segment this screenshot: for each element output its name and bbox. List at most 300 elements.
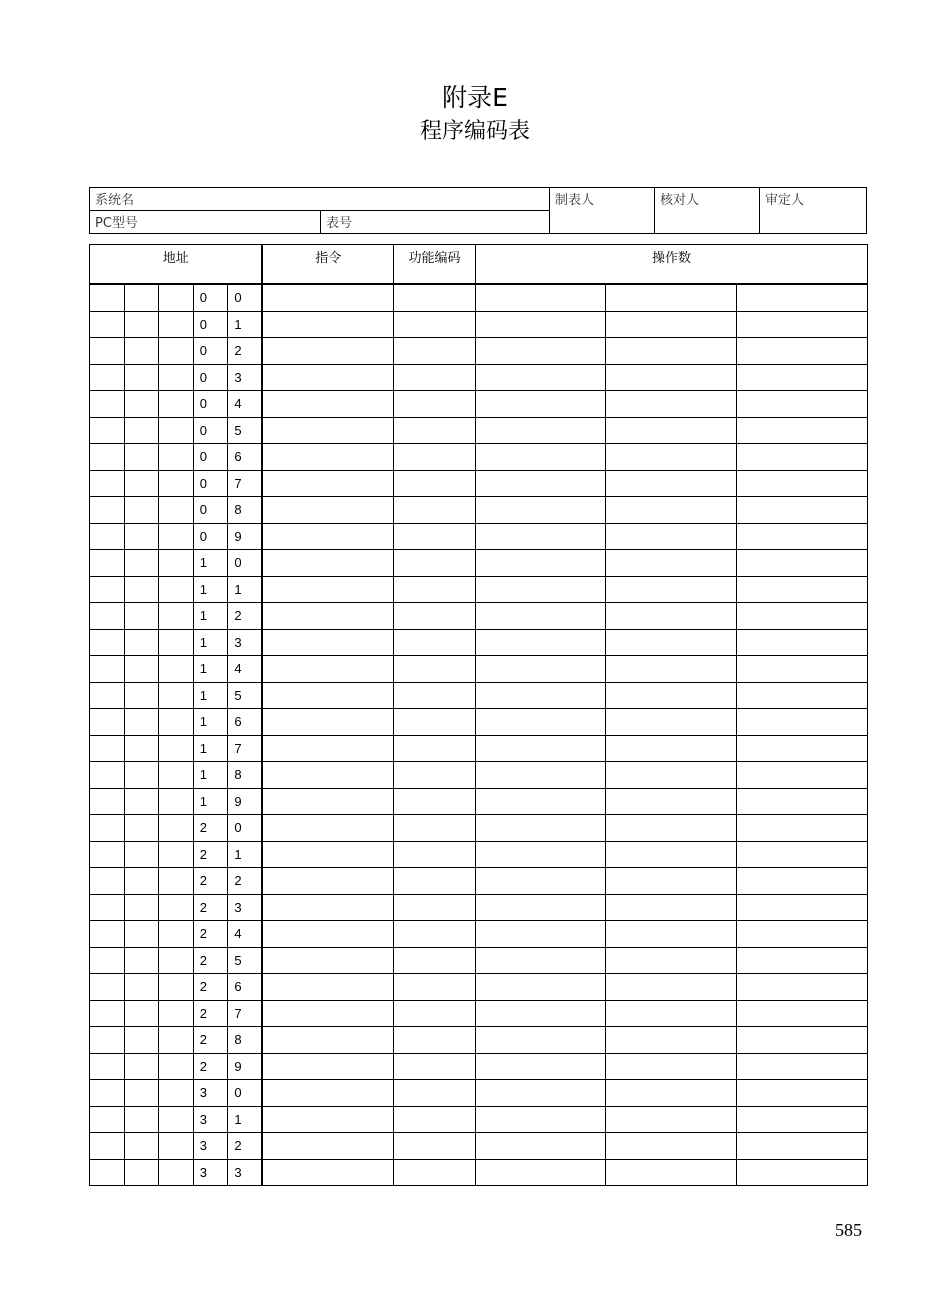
address-blank-cell[interactable] <box>124 338 159 365</box>
address-blank-cell[interactable] <box>124 815 159 842</box>
operand-cell[interactable] <box>475 629 605 656</box>
instruction-cell[interactable] <box>262 1106 393 1133</box>
operand-cell[interactable] <box>736 815 867 842</box>
address-blank-cell[interactable] <box>124 735 159 762</box>
operand-cell[interactable] <box>475 284 605 311</box>
address-blank-cell[interactable] <box>124 364 159 391</box>
operand-cell[interactable] <box>475 921 605 948</box>
instruction-cell[interactable] <box>262 656 393 683</box>
function-code-cell[interactable] <box>393 284 475 311</box>
table-row <box>90 523 868 550</box>
address-blank-cell[interactable] <box>159 788 194 815</box>
instruction-cell[interactable] <box>262 1027 393 1054</box>
function-code-cell[interactable] <box>393 735 475 762</box>
instruction-cell[interactable] <box>262 894 393 921</box>
operand-cell[interactable] <box>475 1027 605 1054</box>
address-blank-cell[interactable] <box>124 682 159 709</box>
table-row <box>90 550 868 577</box>
address-blank-cell[interactable] <box>124 497 159 524</box>
instruction-cell[interactable] <box>262 921 393 948</box>
function-code-cell[interactable] <box>393 868 475 895</box>
instruction-cell[interactable] <box>262 841 393 868</box>
instruction-cell[interactable] <box>262 364 393 391</box>
instruction-cell[interactable] <box>262 311 393 338</box>
operand-cell[interactable] <box>475 311 605 338</box>
table-row <box>90 815 868 842</box>
function-code-cell[interactable] <box>393 470 475 497</box>
address-blank-cell[interactable] <box>90 1159 125 1186</box>
address-blank-cell[interactable] <box>124 311 159 338</box>
operand-cell[interactable] <box>736 417 867 444</box>
operand-cell[interactable] <box>736 629 867 656</box>
address-blank-cell[interactable] <box>159 709 194 736</box>
address-blank-cell[interactable] <box>90 629 125 656</box>
operand-cell[interactable] <box>605 1053 736 1080</box>
operand-cell[interactable] <box>475 1159 605 1186</box>
function-code-cell[interactable] <box>393 1027 475 1054</box>
operand-cell[interactable] <box>605 921 736 948</box>
operand-cell[interactable] <box>736 762 867 789</box>
address-blank-cell[interactable] <box>124 1080 159 1107</box>
instruction-cell[interactable] <box>262 470 393 497</box>
address-blank-cell[interactable] <box>159 682 194 709</box>
address-blank-cell[interactable] <box>124 709 159 736</box>
operand-cell[interactable] <box>475 868 605 895</box>
system-name-field[interactable]: 系统名 <box>90 188 550 211</box>
address-tens-digit: 2 <box>193 868 228 895</box>
operand-cell[interactable] <box>475 1133 605 1160</box>
operand-cell[interactable] <box>736 841 867 868</box>
address-blank-cell[interactable] <box>90 762 125 789</box>
address-blank-cell[interactable] <box>90 735 125 762</box>
address-blank-cell[interactable] <box>90 1053 125 1080</box>
operand-cell[interactable] <box>605 1106 736 1133</box>
operand-cell[interactable] <box>736 735 867 762</box>
operand-cell[interactable] <box>736 550 867 577</box>
address-blank-cell[interactable] <box>90 682 125 709</box>
operand-cell[interactable] <box>736 497 867 524</box>
operand-cell[interactable] <box>736 921 867 948</box>
operand-cell[interactable] <box>475 788 605 815</box>
instruction-cell[interactable] <box>262 974 393 1001</box>
function-code-cell[interactable] <box>393 921 475 948</box>
address-blank-cell[interactable] <box>159 1000 194 1027</box>
operand-cell[interactable] <box>605 947 736 974</box>
operand-cell[interactable] <box>605 470 736 497</box>
address-blank-cell[interactable] <box>90 1080 125 1107</box>
table-row <box>90 391 868 418</box>
address-blank-cell[interactable] <box>159 868 194 895</box>
address-blank-cell[interactable] <box>124 391 159 418</box>
operand-cell[interactable] <box>605 815 736 842</box>
operand-cell[interactable] <box>736 656 867 683</box>
page-number: 585 <box>835 1220 862 1240</box>
address-blank-cell[interactable] <box>124 417 159 444</box>
operand-cell[interactable] <box>475 576 605 603</box>
address-blank-cell[interactable] <box>90 1106 125 1133</box>
instruction-cell[interactable] <box>262 576 393 603</box>
address-blank-cell[interactable] <box>124 603 159 630</box>
operand-cell[interactable] <box>475 417 605 444</box>
operand-cell[interactable] <box>605 788 736 815</box>
function-code-cell[interactable] <box>393 788 475 815</box>
operand-cell[interactable] <box>736 523 867 550</box>
address-blank-cell[interactable] <box>159 603 194 630</box>
address-blank-cell[interactable] <box>159 470 194 497</box>
operand-cell[interactable] <box>475 947 605 974</box>
operand-cell[interactable] <box>605 762 736 789</box>
prepared-by-field[interactable]: 制表人 <box>550 188 655 234</box>
operand-cell[interactable] <box>736 1027 867 1054</box>
function-code-cell[interactable] <box>393 603 475 630</box>
address-blank-cell[interactable] <box>159 921 194 948</box>
address-blank-cell[interactable] <box>159 497 194 524</box>
operand-cell[interactable] <box>475 735 605 762</box>
address-blank-cell[interactable] <box>124 629 159 656</box>
operand-cell[interactable] <box>475 603 605 630</box>
address-blank-cell[interactable] <box>124 1000 159 1027</box>
address-blank-cell[interactable] <box>159 947 194 974</box>
operand-cell[interactable] <box>736 391 867 418</box>
operand-cell[interactable] <box>605 1000 736 1027</box>
function-code-cell[interactable] <box>393 550 475 577</box>
operand-cell[interactable] <box>475 841 605 868</box>
address-blank-cell[interactable] <box>159 629 194 656</box>
operand-cell[interactable] <box>736 894 867 921</box>
operand-cell[interactable] <box>475 523 605 550</box>
operand-cell[interactable] <box>736 947 867 974</box>
address-blank-cell[interactable] <box>159 762 194 789</box>
address-blank-cell[interactable] <box>90 1027 125 1054</box>
address-blank-cell[interactable] <box>159 1080 194 1107</box>
function-code-cell[interactable] <box>393 629 475 656</box>
function-code-cell[interactable] <box>393 682 475 709</box>
operand-cell[interactable] <box>736 576 867 603</box>
address-blank-cell[interactable] <box>90 974 125 1001</box>
address-tens-digit: 0 <box>193 338 228 365</box>
address-blank-cell[interactable] <box>124 1133 159 1160</box>
address-blank-cell[interactable] <box>90 364 125 391</box>
address-blank-cell[interactable] <box>124 656 159 683</box>
address-blank-cell[interactable] <box>159 576 194 603</box>
address-blank-cell[interactable] <box>124 1159 159 1186</box>
operand-cell[interactable] <box>736 1106 867 1133</box>
address-blank-cell[interactable] <box>159 523 194 550</box>
operand-cell[interactable] <box>736 1053 867 1080</box>
address-blank-cell[interactable] <box>159 417 194 444</box>
operand-cell[interactable] <box>605 444 736 471</box>
operand-cell[interactable] <box>736 709 867 736</box>
address-ones-digit: 1 <box>228 841 263 868</box>
function-code-cell[interactable] <box>393 311 475 338</box>
operand-cell[interactable] <box>605 841 736 868</box>
address-blank-cell[interactable] <box>90 868 125 895</box>
checked-by-field[interactable]: 核对人 <box>655 188 760 234</box>
operand-cell[interactable] <box>475 974 605 1001</box>
operand-cell[interactable] <box>736 444 867 471</box>
address-tens-digit: 0 <box>193 470 228 497</box>
instruction-cell[interactable] <box>262 444 393 471</box>
address-blank-cell[interactable] <box>159 1053 194 1080</box>
address-blank-cell[interactable] <box>159 444 194 471</box>
operand-cell[interactable] <box>605 364 736 391</box>
address-blank-cell[interactable] <box>124 788 159 815</box>
function-code-cell[interactable] <box>393 523 475 550</box>
operand-cell[interactable] <box>475 1000 605 1027</box>
operand-cell[interactable] <box>736 788 867 815</box>
address-blank-cell[interactable] <box>159 550 194 577</box>
address-ones-digit: 6 <box>228 444 263 471</box>
instruction-cell[interactable] <box>262 629 393 656</box>
address-blank-cell[interactable] <box>90 709 125 736</box>
instruction-cell[interactable] <box>262 1053 393 1080</box>
operand-cell[interactable] <box>475 338 605 365</box>
operand-cell[interactable] <box>736 1159 867 1186</box>
operand-cell[interactable] <box>605 709 736 736</box>
operand-cell[interactable] <box>605 311 736 338</box>
address-tens-digit: 1 <box>193 762 228 789</box>
operand-cell[interactable] <box>605 523 736 550</box>
address-blank-cell[interactable] <box>90 947 125 974</box>
table-row <box>90 1027 868 1054</box>
instruction-cell[interactable] <box>262 284 393 311</box>
operand-cell[interactable] <box>736 1133 867 1160</box>
operand-cell[interactable] <box>475 364 605 391</box>
address-blank-cell[interactable] <box>124 894 159 921</box>
operand-cell[interactable] <box>605 656 736 683</box>
operand-cell[interactable] <box>736 974 867 1001</box>
address-blank-cell[interactable] <box>90 1000 125 1027</box>
function-code-cell[interactable] <box>393 364 475 391</box>
pc-model-field[interactable]: PC型号 <box>90 211 321 234</box>
instruction-cell[interactable] <box>262 947 393 974</box>
instruction-cell[interactable] <box>262 735 393 762</box>
operand-cell[interactable] <box>736 364 867 391</box>
instruction-cell[interactable] <box>262 682 393 709</box>
page-subtitle: 程序编码表 <box>419 119 530 144</box>
instruction-cell[interactable] <box>262 1159 393 1186</box>
address-blank-cell[interactable] <box>90 311 125 338</box>
operand-cell[interactable] <box>605 1080 736 1107</box>
address-blank-cell[interactable] <box>124 1053 159 1080</box>
instruction-cell[interactable] <box>262 550 393 577</box>
instruction-cell[interactable] <box>262 1000 393 1027</box>
address-blank-cell[interactable] <box>159 815 194 842</box>
address-blank-cell[interactable] <box>159 1133 194 1160</box>
address-blank-cell[interactable] <box>124 523 159 550</box>
address-blank-cell[interactable] <box>90 284 125 311</box>
table-row <box>90 284 868 311</box>
operand-cell[interactable] <box>475 815 605 842</box>
address-tens-digit: 2 <box>193 1027 228 1054</box>
operand-cell[interactable] <box>605 497 736 524</box>
operand-cell[interactable] <box>736 682 867 709</box>
address-blank-cell[interactable] <box>159 894 194 921</box>
table-no-field[interactable]: 表号 <box>321 211 550 234</box>
address-blank-cell[interactable] <box>159 656 194 683</box>
operand-cell[interactable] <box>605 682 736 709</box>
instruction-cell[interactable] <box>262 762 393 789</box>
function-code-cell[interactable] <box>393 1000 475 1027</box>
address-blank-cell[interactable] <box>90 391 125 418</box>
address-blank-cell[interactable] <box>124 1027 159 1054</box>
address-blank-cell[interactable] <box>124 1106 159 1133</box>
operand-cell[interactable] <box>605 894 736 921</box>
address-blank-cell[interactable] <box>159 841 194 868</box>
operand-cell[interactable] <box>475 1106 605 1133</box>
address-blank-cell[interactable] <box>90 550 125 577</box>
function-code-cell[interactable] <box>393 576 475 603</box>
function-code-cell[interactable] <box>393 709 475 736</box>
function-code-cell[interactable] <box>393 497 475 524</box>
function-code-cell[interactable] <box>393 417 475 444</box>
address-blank-cell[interactable] <box>124 576 159 603</box>
address-blank-cell[interactable] <box>159 1159 194 1186</box>
function-code-cell[interactable] <box>393 894 475 921</box>
address-blank-cell[interactable] <box>159 1106 194 1133</box>
address-blank-cell[interactable] <box>159 974 194 1001</box>
instruction-cell[interactable] <box>262 338 393 365</box>
instruction-cell[interactable] <box>262 391 393 418</box>
function-code-cell[interactable] <box>393 974 475 1001</box>
table-row <box>90 656 868 683</box>
address-blank-cell[interactable] <box>124 947 159 974</box>
address-blank-cell[interactable] <box>90 417 125 444</box>
instruction-cell[interactable] <box>262 1080 393 1107</box>
address-tens-digit: 3 <box>193 1080 228 1107</box>
address-blank-cell[interactable] <box>90 576 125 603</box>
function-code-cell[interactable] <box>393 1159 475 1186</box>
operand-cell[interactable] <box>736 603 867 630</box>
instruction-cell[interactable] <box>262 815 393 842</box>
operand-cell[interactable] <box>475 1053 605 1080</box>
operand-cell[interactable] <box>605 338 736 365</box>
function-code-cell[interactable] <box>393 391 475 418</box>
operand-cell[interactable] <box>475 656 605 683</box>
operand-cell[interactable] <box>605 284 736 311</box>
address-blank-cell[interactable] <box>90 841 125 868</box>
operand-cell[interactable] <box>475 444 605 471</box>
operand-cell[interactable] <box>736 311 867 338</box>
operand-cell[interactable] <box>475 497 605 524</box>
address-blank-cell[interactable] <box>90 338 125 365</box>
address-blank-cell[interactable] <box>124 444 159 471</box>
operand-cell[interactable] <box>475 550 605 577</box>
operand-cell[interactable] <box>605 603 736 630</box>
address-blank-cell[interactable] <box>90 894 125 921</box>
address-blank-cell[interactable] <box>90 603 125 630</box>
function-code-cell[interactable] <box>393 1133 475 1160</box>
address-blank-cell[interactable] <box>90 815 125 842</box>
operand-cell[interactable] <box>605 1133 736 1160</box>
address-blank-cell[interactable] <box>90 1133 125 1160</box>
address-blank-cell[interactable] <box>124 550 159 577</box>
address-blank-cell[interactable] <box>124 284 159 311</box>
instruction-cell[interactable] <box>262 417 393 444</box>
address-tens-digit: 1 <box>193 788 228 815</box>
function-code-cell[interactable] <box>393 656 475 683</box>
function-code-cell[interactable] <box>393 1053 475 1080</box>
address-blank-cell[interactable] <box>124 762 159 789</box>
address-blank-cell[interactable] <box>159 391 194 418</box>
operand-cell[interactable] <box>736 1000 867 1027</box>
address-blank-cell[interactable] <box>159 1027 194 1054</box>
address-blank-cell[interactable] <box>124 974 159 1001</box>
instruction-cell[interactable] <box>262 603 393 630</box>
address-blank-cell[interactable] <box>90 470 125 497</box>
operand-cell[interactable] <box>475 470 605 497</box>
instruction-cell[interactable] <box>262 788 393 815</box>
address-blank-cell[interactable] <box>90 523 125 550</box>
operand-cell[interactable] <box>736 284 867 311</box>
operand-cell[interactable] <box>475 1080 605 1107</box>
operand-cell[interactable] <box>605 550 736 577</box>
address-tens-digit: 0 <box>193 311 228 338</box>
instruction-cell[interactable] <box>262 523 393 550</box>
operand-cell[interactable] <box>605 417 736 444</box>
address-blank-cell[interactable] <box>90 656 125 683</box>
operand-cell[interactable] <box>605 1027 736 1054</box>
function-code-cell[interactable] <box>393 338 475 365</box>
operand-cell[interactable] <box>475 894 605 921</box>
operand-cell[interactable] <box>736 868 867 895</box>
address-blank-cell[interactable] <box>159 338 194 365</box>
operand-cell[interactable] <box>475 391 605 418</box>
operand-cell[interactable] <box>605 735 736 762</box>
operand-cell[interactable] <box>605 1159 736 1186</box>
instruction-header: 指令 <box>262 245 393 285</box>
address-blank-cell[interactable] <box>124 921 159 948</box>
address-blank-cell[interactable] <box>90 444 125 471</box>
operand-cell[interactable] <box>605 629 736 656</box>
operand-cell[interactable] <box>736 1080 867 1107</box>
operand-cell[interactable] <box>605 576 736 603</box>
function-code-cell[interactable] <box>393 1080 475 1107</box>
operand-cell[interactable] <box>605 868 736 895</box>
operand-cell[interactable] <box>475 709 605 736</box>
address-blank-cell[interactable] <box>124 470 159 497</box>
operand-cell[interactable] <box>736 470 867 497</box>
address-blank-cell[interactable] <box>90 497 125 524</box>
approved-by-field[interactable]: 审定人 <box>760 188 867 234</box>
function-code-cell[interactable] <box>393 1106 475 1133</box>
address-blank-cell[interactable] <box>90 788 125 815</box>
function-code-cell[interactable] <box>393 444 475 471</box>
function-code-cell[interactable] <box>393 947 475 974</box>
operand-cell[interactable] <box>736 338 867 365</box>
instruction-cell[interactable] <box>262 868 393 895</box>
table-row <box>90 470 868 497</box>
address-blank-cell[interactable] <box>90 921 125 948</box>
address-blank-cell[interactable] <box>159 284 194 311</box>
instruction-cell[interactable] <box>262 1133 393 1160</box>
address-blank-cell[interactable] <box>124 868 159 895</box>
operand-cell[interactable] <box>605 391 736 418</box>
function-code-cell[interactable] <box>393 815 475 842</box>
address-blank-cell[interactable] <box>159 311 194 338</box>
program-code-table <box>89 244 868 1186</box>
function-code-cell[interactable] <box>393 762 475 789</box>
address-blank-cell[interactable] <box>159 735 194 762</box>
operand-cell[interactable] <box>475 762 605 789</box>
instruction-cell[interactable] <box>262 497 393 524</box>
address-blank-cell[interactable] <box>159 364 194 391</box>
function-code-cell[interactable] <box>393 841 475 868</box>
operand-cell[interactable] <box>605 974 736 1001</box>
operand-cell[interactable] <box>475 682 605 709</box>
address-blank-cell[interactable] <box>124 841 159 868</box>
instruction-cell[interactable] <box>262 709 393 736</box>
